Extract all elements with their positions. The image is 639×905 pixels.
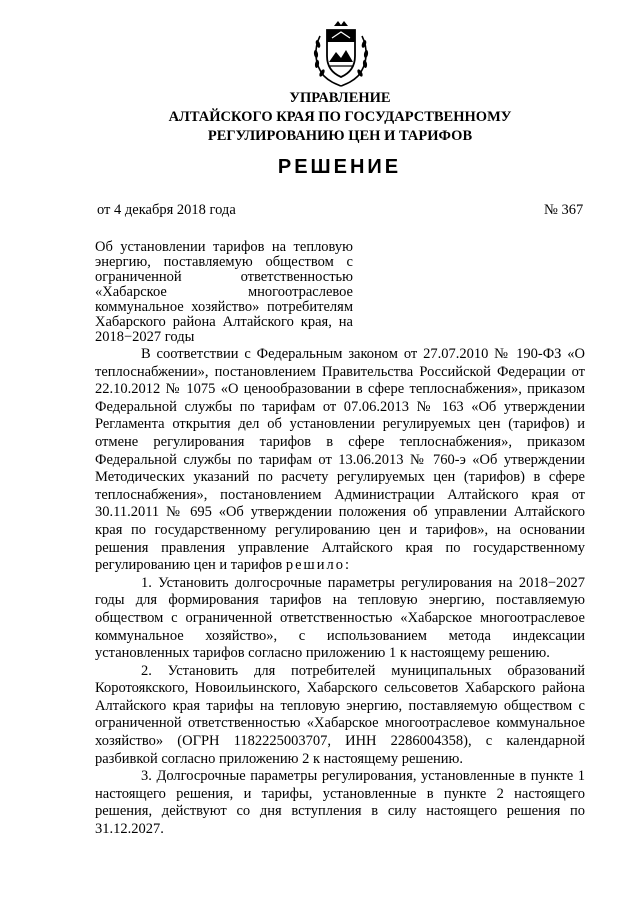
issuer-header (140, 89, 540, 146)
issuer-line-1: УПРАВЛЕНИЕ (289, 90, 391, 106)
document-title: РЕШЕНИЕ (277, 156, 402, 178)
decided-word: решило: (285, 557, 351, 574)
document-number: № 367 (544, 202, 584, 218)
item-1-paragraph: 1. Установить долгосрочные параметры регулирования на 2018−2027 годы для формирования тарифов на тепловую энергию, поставляемую обществом с ограниченной ответственностью «Хабарское многоотраслевое коммунальное хозяйство», с использованием метода индексации установленных тарифов согласно приложению 1 к настоящему решению. (95, 574, 585, 662)
issuer-line-3: РЕГУЛИРОВАНИЮ ЦЕН И ТАРИФОВ (207, 128, 473, 144)
document-date: от 4 декабря 2018 года (97, 202, 236, 218)
item-3-paragraph: 3. Долгосрочные параметры регулирования, установленные в пункте 1 настоящего решения, и тарифы, установленные в пункте 2 настоящего решения, действуют со дня вступления в силу настоящего решения по 31.12.2027. (95, 768, 585, 838)
preamble-paragraph (95, 346, 585, 575)
issuer-line-2: АЛТАЙСКОГО КРАЯ ПО ГОСУДАРСТВЕННОМУ (168, 109, 512, 125)
item-2-paragraph: 2. Установить для потребителей муниципальных образований Коротоякского, Новоильинского, Хабарского сельсоветов Хабарского района Алтайского края тарифы на тепловую энергию, поставляемую обществом с ограниченной ответственностью «Хабарское многоотраслевое коммунальное хозяйство» (ОГРН 1182225003707, ИНН 2286004358), с календарной разбивкой согласно приложению 2 к настоящему решению. (95, 662, 585, 767)
document-body (95, 346, 585, 839)
coat-of-arms-icon (310, 18, 372, 88)
document-subject: Об установлении тарифов на тепловую энергию, поставляемую обществом с ограниченной ответственностью «Хабарское многоотраслевое коммунальное хозяйство» потребителям Хабарского района Алтайского края, на 2018−2027 годы (95, 239, 353, 345)
preamble-text: В соответствии с Федеральным законом от 27.07.2010 № 190-ФЗ «О теплоснабжении», постановлением Правительства Российской Федерации от 22.10.2012 № 1075 «О ценообразовании в сфере теплоснабжения», приказом Федеральной службы по тарифам от 07.06.2013 № 163 «Об утверждении Регламента открытия дел об установлении регулируемых цен (тарифов) и отмене регулирования тарифов в сфере теплоснабжения», приказом Федеральной службы по тарифам от 13.06.2013 № 760-э «Об утверждении Методических указаний по расчету регулируемых цен (тарифов) в сфере теплоснабжения», постановлением Администрации Алтайского края от 30.11.2011 № 695 «Об утверждении положения об управлении Алтайского края по государственному регулированию цен и тарифов», на основании решения правления управление Алтайского края по государственному регулированию цен и тарифов (95, 346, 585, 574)
